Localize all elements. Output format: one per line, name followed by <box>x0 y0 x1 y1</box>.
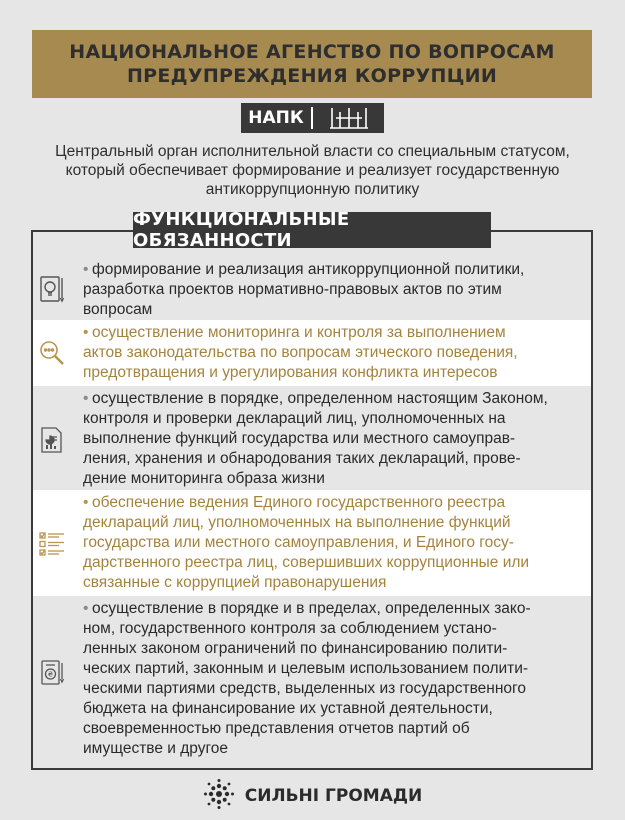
duty-text: формирование и реализация антикоррупционной политики, разработка проектов нормативно-правовых актов по этим вопросам <box>83 261 525 318</box>
title-banner <box>32 30 592 98</box>
intro-line-2: который обеспечивает формирование и реализует государственную <box>65 162 560 179</box>
abbreviation-block <box>241 103 384 133</box>
intro-line-3: антикоррупционную политику <box>205 181 420 198</box>
footer <box>0 776 625 816</box>
magnifier-icon <box>36 337 68 369</box>
duty-item <box>33 386 591 490</box>
duty-item <box>33 596 591 768</box>
section-title: ФУНКЦИОНАЛЬНЫЕ ОБЯЗАННОСТИ <box>133 212 491 248</box>
bullet: • <box>83 600 89 617</box>
bullet: • <box>83 261 89 278</box>
bullet: • <box>83 324 89 341</box>
title-line-1: НАЦИОНАЛЬНОЕ АГЕНСТВО ПО ВОПРОСАМ <box>69 41 555 63</box>
bullet: • <box>83 390 89 407</box>
duty-item <box>33 490 591 596</box>
chart-document-icon <box>36 424 68 456</box>
lightbulb-document-icon <box>36 273 68 305</box>
duty-item <box>33 320 591 386</box>
intro-text <box>20 142 605 199</box>
duty-text: обеспечение ведения Единого государственного реестра деклараций лиц, уполномоченных на выполнение функций государства или местного самоуправления, и Единого госу- дарственного реестра лиц, совершивших коррупционные или связанные с коррупцией правонарушения <box>83 494 530 591</box>
strong-communities-logo-icon <box>203 778 235 815</box>
footer-brand: СИЛЬНІ ГРОМАДИ <box>244 786 423 806</box>
svg-text:₴: ₴ <box>47 670 54 679</box>
money-document-icon <box>36 656 68 688</box>
checklist-icon <box>36 528 68 560</box>
abbreviation: НАПК <box>248 108 304 128</box>
duty-item <box>33 258 591 320</box>
duty-text: осуществление в порядке, определенном настоящим Законом, контроля и проверки деклараций лиц, уполномоченных на выполнение функций государства или местного самоуправ- ления, хранения и обнародования таких деклараций, прове- дение мониторинга образа жизни <box>83 390 548 487</box>
agency-logo-icon <box>313 103 384 133</box>
title-line-2: ПРЕДУПРЕЖДЕНИЯ КОРРУПЦИИ <box>126 65 498 87</box>
duty-text: осуществление в порядке и в пределах, определенных зако- ном, государственного контроля за соблюдением устано- ленных законом ограничений по финансированию полити- ческих партий, законным и целевым использованием полити- ческими партиями средств, выделенных из государственного бюджета на финансирование их уставной деятельности, своевременностью представления отчетов партий об имуществе и другое <box>83 600 531 757</box>
duty-text: осуществление мониторинга и контроля за выполнением актов законодательства по вопросам этического поведения, предотвращения и урегулирования конфликта интересов <box>83 324 518 381</box>
intro-line-1: Центральный орган исполнительной власти со специальным статусом, <box>55 143 570 160</box>
bullet: • <box>83 494 89 511</box>
